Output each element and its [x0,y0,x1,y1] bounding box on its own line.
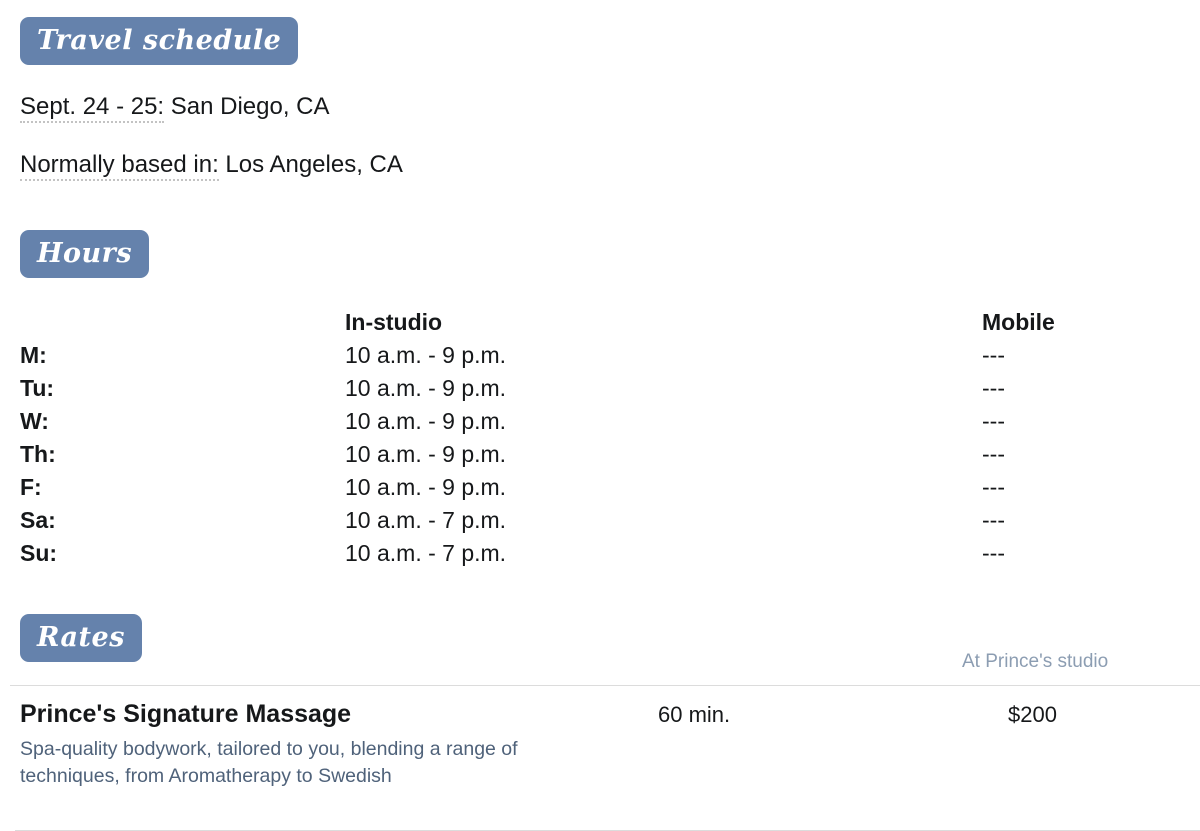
day-label: Tu: [20,375,55,401]
day-label: W: [20,408,49,434]
hours-row-thursday [20,438,1200,471]
profile-page [0,17,1200,831]
day-label: M: [20,342,47,368]
hours-table [20,306,1200,570]
hours-row-sunday [20,537,1200,570]
rates-location-header: At Prince's studio [962,651,1109,672]
hours-header-day [20,306,345,339]
rate-duration: 60 min. [658,702,731,727]
in-studio-hours: 10 a.m. - 9 p.m. [345,375,507,401]
rate-description: Spa-quality bodywork, tailored to you, blending a range of techniques, from Aromatherapy to Swedish [20,738,518,787]
in-studio-hours: 10 a.m. - 7 p.m. [345,540,507,566]
hours-badge: Hours [20,230,149,278]
mobile-hours: --- [982,441,1005,467]
mobile-hours: --- [982,474,1005,500]
in-studio-hours: 10 a.m. - 9 p.m. [345,408,507,434]
home-base-value: Los Angeles, CA [225,151,403,178]
in-studio-hours: 10 a.m. - 9 p.m. [345,474,507,500]
mobile-hours: --- [982,375,1005,401]
in-studio-hours: 10 a.m. - 7 p.m. [345,507,507,533]
travel-entries [20,92,1200,180]
rates-header [20,614,1200,674]
travel-schedule-badge: Travel schedule [20,17,298,65]
day-label: F: [20,474,42,500]
home-base-label[interactable]: Normally based in: [20,151,219,181]
hours-header-in-studio: In-studio [345,309,443,335]
hours-row-monday [20,339,1200,372]
day-label: Th: [20,441,56,467]
in-studio-hours: 10 a.m. - 9 p.m. [345,342,507,368]
rate-name: Prince's Signature Massage [20,700,352,728]
travel-location-value: San Diego, CA [170,93,330,120]
day-label: Sa: [20,507,56,533]
rate-price: $200 [1008,702,1057,727]
hours-row-friday [20,471,1200,504]
mobile-hours: --- [982,408,1005,434]
hours-row-wednesday [20,405,1200,438]
hours-row-saturday [20,504,1200,537]
day-label: Su: [20,540,58,566]
travel-entry [20,150,1200,180]
hours-row-tuesday [20,372,1200,405]
in-studio-hours: 10 a.m. - 9 p.m. [345,441,507,467]
hours-header-mobile: Mobile [982,309,1055,335]
rates-top-divider [10,685,1200,686]
rate-item-row [20,699,1200,729]
hours-header-row [20,306,1200,339]
mobile-hours: --- [982,342,1005,368]
travel-date-label[interactable]: Sept. 24 - 25: [20,93,164,123]
travel-entry [20,92,1200,122]
mobile-hours: --- [982,540,1005,566]
mobile-hours: --- [982,507,1005,533]
rates-badge: Rates [20,614,142,662]
